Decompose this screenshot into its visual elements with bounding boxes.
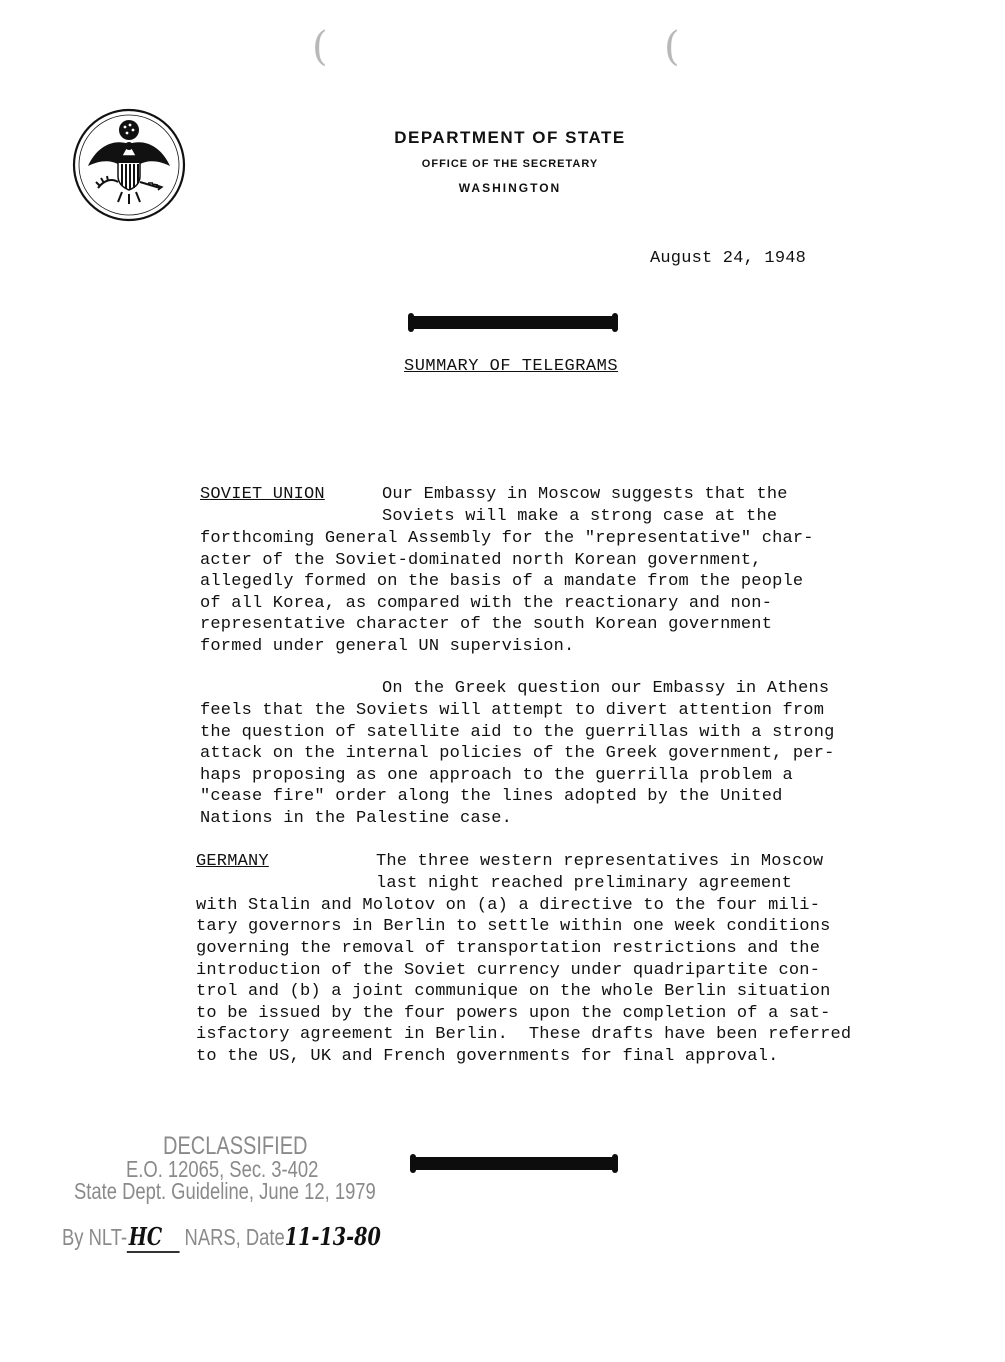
paragraph-line: with Stalin and Molotov on (a) a directive to the four mili- [196, 896, 821, 915]
stamp-nars-label: NARS, Date [184, 1224, 285, 1250]
paragraph-line: introduction of the Soviet currency under quadripartite con- [196, 961, 821, 980]
paragraph-line: The three western representatives in Moscow [376, 852, 824, 871]
paragraph-line: tary governors in Berlin to settle within one week conditions [196, 917, 831, 936]
document-date: August 24, 1948 [650, 249, 807, 268]
paragraph-line: attack on the internal policies of the Greek government, per- [200, 744, 835, 763]
paragraph-line: of all Korea, as compared with the reactionary and non- [200, 594, 773, 613]
section-heading-soviet-union: SOVIET UNION [200, 485, 325, 504]
letterhead-department: DEPARTMENT OF STATE [394, 128, 626, 147]
letterhead-office: OFFICE OF THE SECRETARY [421, 158, 599, 170]
paragraph-line: the question of satellite aid to the guerrillas with a strong [200, 723, 835, 742]
paragraph-line: Our Embassy in Moscow suggests that the [382, 485, 788, 504]
great-seal-icon [72, 108, 186, 222]
paragraph-line: On the Greek question our Embassy in Athens [382, 679, 830, 698]
paragraph-line: haps proposing as one approach to the guerrilla problem a [200, 766, 793, 785]
paragraph-line: formed under general UN supervision. [200, 637, 575, 656]
reviewer-initials: HC [127, 1222, 180, 1253]
declassified-stamp-authority: E.O. 12065, Sec. 3-402 [126, 1156, 319, 1182]
letterhead-city: WASHINGTON [458, 181, 562, 195]
punch-mark-right: ( [664, 24, 680, 70]
paragraph-line: to be issued by the four powers upon the completion of a sat- [196, 1004, 831, 1023]
punch-mark-left: ( [312, 24, 328, 70]
declassified-stamp-signoff [62, 1222, 381, 1251]
paragraph-line: trol and (b) a joint communique on the whole Berlin situation [196, 982, 831, 1001]
classification-redaction-bottom [412, 1157, 616, 1170]
paragraph-line: Nations in the Palestine case. [200, 809, 513, 828]
page-title: SUMMARY OF TELEGRAMS [404, 357, 619, 376]
paragraph-line: acter of the Soviet-dominated north Korean government, [200, 551, 762, 570]
paragraph-line: forthcoming General Assembly for the "representative" char- [200, 529, 814, 548]
paragraph-line: Soviets will make a strong case at the [382, 507, 778, 526]
section-heading-germany: GERMANY [196, 852, 269, 871]
paragraph-line: isfactory agreement in Berlin. These drafts have been referred [196, 1025, 852, 1044]
declassified-stamp-guideline: State Dept. Guideline, June 12, 1979 [74, 1178, 376, 1204]
paragraph-line: representative character of the south Korean government [200, 615, 773, 634]
paragraph-line: last night reached preliminary agreement [376, 874, 793, 893]
declassification-date: 11-13-80 [284, 1222, 381, 1251]
paragraph-line: "cease fire" order along the lines adopted by the United [200, 787, 783, 806]
declassified-stamp-title: DECLASSIFIED [163, 1132, 308, 1160]
classification-redaction-top [410, 316, 616, 329]
paragraph-line: to the US, UK and French governments for final approval. [196, 1047, 779, 1066]
paragraph-line: feels that the Soviets will attempt to divert attention from [200, 701, 825, 720]
paragraph-line: governing the removal of transportation restrictions and the [196, 939, 821, 958]
stamp-by-label: By NLT- [62, 1224, 128, 1250]
paragraph-line: allegedly formed on the basis of a mandate from the people [200, 572, 804, 591]
